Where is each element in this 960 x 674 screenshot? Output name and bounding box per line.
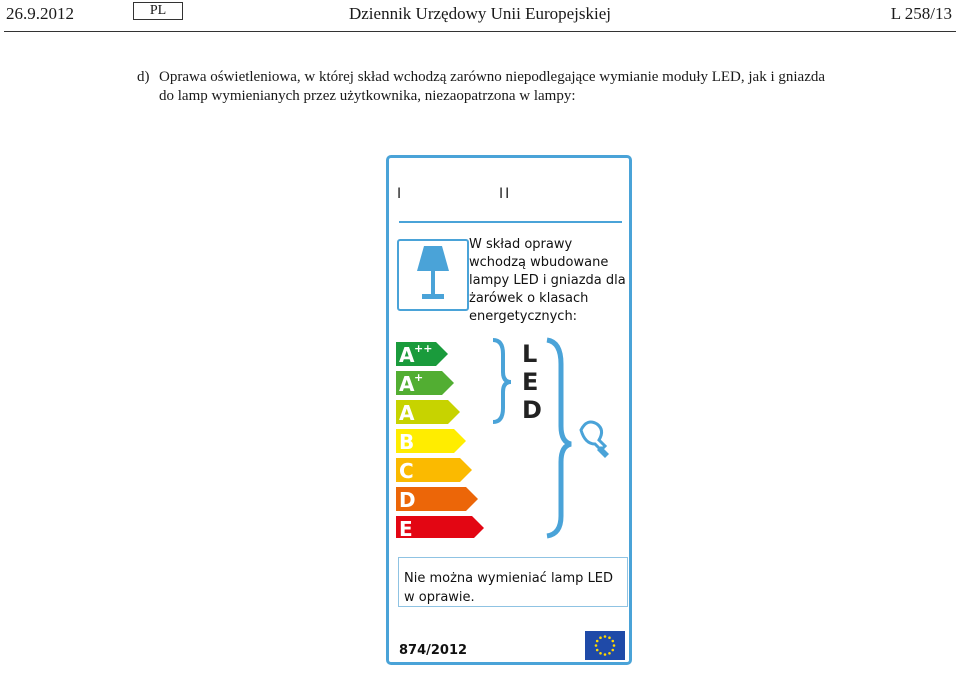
led-letter-e: E (522, 368, 539, 396)
label-roman-2: II (499, 186, 512, 202)
eu-flag-icon (585, 631, 625, 660)
header-date: 26.9.2012 (6, 4, 74, 23)
energy-class-arrow (396, 516, 484, 538)
energy-class-letter: A (399, 372, 415, 396)
energy-label (386, 155, 632, 665)
label-roman-1: I (397, 186, 402, 202)
label-divider (399, 221, 622, 223)
paragraph-label: d) (137, 69, 150, 85)
language-badge: PL (133, 2, 183, 20)
led-letter-l: L (522, 340, 538, 368)
paragraph-line-2: do lamp wymienianych przez użytkownika, niezaopatrzona w lampy: (159, 88, 576, 104)
energy-class-arrows (396, 338, 496, 538)
energy-class-letter: A (399, 401, 415, 425)
energy-class-arrow (396, 371, 454, 396)
energy-class-letter: E (399, 517, 413, 538)
energy-class-arrow (396, 400, 460, 425)
energy-class-arrow (396, 429, 466, 454)
includes-text: W skład oprawy wchodzą wbudowane lampy LED i gniazda dla żarówek o klasach energetycznych: (469, 237, 626, 324)
notice-text: Nie można wymieniać lamp LED w oprawie. (404, 571, 614, 605)
energy-class-letter: C (399, 459, 414, 483)
energy-class-letter: B (399, 430, 415, 454)
paragraph-line-1: Oprawa oświetleniowa, w której skład wchodzą zarówno niepodlegające wymianie moduły LED, jak i gniazda (159, 69, 826, 85)
energy-class-superscript: + (414, 371, 424, 384)
luminaire-icon (397, 239, 469, 311)
page-reference: L 258/13 (890, 4, 952, 23)
header-rule (4, 31, 956, 32)
led-bracket-group (489, 334, 629, 544)
bulb-icon (581, 422, 609, 458)
journal-title: Dziennik Urzędowy Unii Europejskiej (348, 4, 611, 23)
regulation-number: 874/2012 (399, 643, 468, 658)
energy-class-arrow (396, 342, 448, 367)
energy-class-letter: D (399, 488, 416, 512)
led-letter-d: D (522, 396, 542, 424)
energy-class-superscript: ++ (414, 342, 433, 355)
energy-class-letter: A (399, 343, 415, 367)
energy-class-arrow (396, 458, 472, 483)
energy-class-arrow (396, 487, 478, 512)
